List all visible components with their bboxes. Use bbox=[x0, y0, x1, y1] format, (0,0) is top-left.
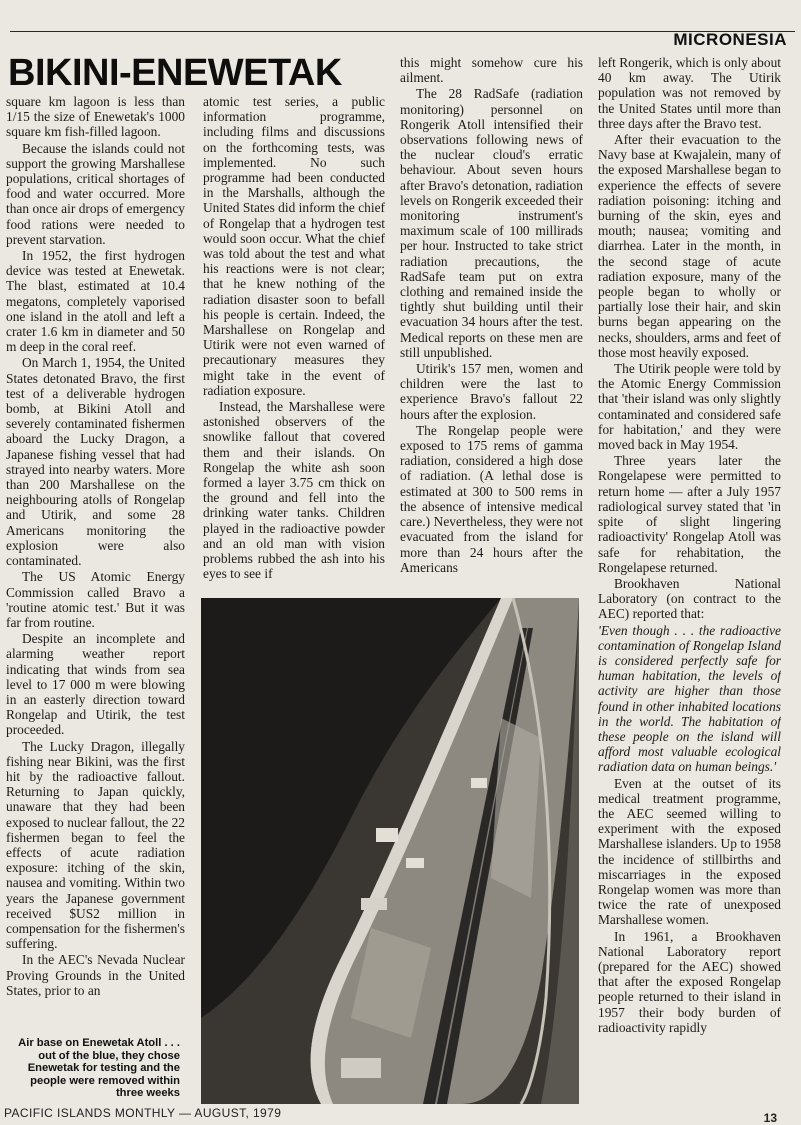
paragraph: The Rongelap people were exposed to 175 rems of gamma radiation, considered a high dose of radiation. (A lethal dose is estimated at 300 to 500 rems in the absence of intensive medical care.) Nevertheless, they were not evacuated from the island for more than 24 hours after the Americans bbox=[400, 422, 583, 575]
paragraph: square km lagoon is less than 1/15 the size of Enewetak's 1000 square km fish-filled lagoon. bbox=[6, 94, 185, 140]
paragraph: Even at the outset of its medical treatment programme, the AEC seemed willing to experiment with the exposed Marshallese islanders. Up to 1958 the incidence of stillbirths and miscarriages in the exposed Rongelap women was more than twice the rate of unexposed Marshallese women. bbox=[598, 775, 781, 928]
page-number: 13 bbox=[763, 1111, 777, 1125]
paragraph: After their evacuation to the Navy base at Kwajalein, many of the exposed Marshallese began to experience the effects of severe radiation poisoning: itching and burning of the skin, eyes and mouth; nausea; vomiting and diarrhea. Later in the month, in the second stage of acute radiation exposure, many of the people began to wholly or partially lose their hair, and skin burns began appearing on the necks, shoulders, arms and feet of those most heavily exposed. bbox=[598, 132, 781, 360]
paragraph: The US Atomic Energy Commission called Bravo a 'routine atomic test.' But it was far from routine. bbox=[6, 569, 185, 630]
paragraph: Three years later the Rongelapese were permitted to return home — after a July 1957 radiological survey stated that 'in spite of slight lingering radioactivity' Rongelap Atoll was safe for rehabitation, the Rongelapese returned. bbox=[598, 453, 781, 575]
section-label: MICRONESIA bbox=[673, 30, 787, 49]
paragraph: Despite an incomplete and alarming weather report indicating that winds from sea level to 17 000 m were blowing in an easterly direction toward Rongelap and Utirik, the test proceeded. bbox=[6, 631, 185, 738]
paragraph: On March 1, 1954, the United States detonated Bravo, the first test of a deliverable hydrogen bomb, at Bikini Atoll and severely contaminated fishermen aboard the Lucky Dragon, a Japanese fishing vessel that had strayed into nearby waters. More than 200 Marshallese on the neighbouring atolls of Rongelap and Utirik, and some 28 Americans monitoring the explosion were also contaminated. bbox=[6, 355, 185, 569]
paragraph: The Utirik people were told by the Atomic Energy Commission that 'their island was only slightly contaminated and considered safe for habitation,' and they were moved back in May 1954. bbox=[598, 361, 781, 453]
page-footer: PACIFIC ISLANDS MONTHLY — AUGUST, 1979 bbox=[4, 1106, 282, 1120]
paragraph: Brookhaven National Laboratory (on contract to the AEC) reported that: bbox=[598, 575, 781, 622]
aerial-photo-airbase-icon bbox=[201, 598, 579, 1104]
paragraph: this might somehow cure his ailment. bbox=[400, 55, 583, 86]
paragraph: In 1952, the first hydrogen device was tested at Enewetak. The blast, estimated at 10.4 megatons, completely vaporised one island in the atoll and left a crater 1.6 km in diameter and 50 m deep in the coral reef. bbox=[6, 248, 185, 355]
paragraph: Utirik's 157 men, women and children were the last to experience Bravo's fallout 22 hours after the explosion. bbox=[400, 361, 583, 422]
paragraph: left Rongerik, which is only about 40 km away. The Utirik population was not removed by the United States until more than three days after the Bravo test. bbox=[598, 55, 781, 131]
article-column-2 bbox=[203, 94, 385, 594]
photo-caption: Air base on Enewetak Atoll . . . out of the blue, they chose Enewetak for testing and the people were removed within three weeks bbox=[18, 1037, 180, 1100]
paragraph: Instead, the Marshallese were astonished observers of the snowlike fallout that covered them and their islands. On Rongelap the white ash soon formed a layer 3.75 cm thick on the ground and fell into the drinking water tanks. Children played in the radioactive powder and an old man with vision problems rubbed the ash into his eyes to see if bbox=[203, 399, 385, 582]
article-column-4 bbox=[598, 55, 781, 1117]
article-column-1 bbox=[6, 94, 185, 1029]
paragraph: Because the islands could not support the growing Marshallese populations, critical shortages of food and water occurred. More than once air drops of emergency food rations were needed to prevent starvation. bbox=[6, 140, 185, 247]
paragraph: The 28 RadSafe (radiation monitoring) personnel on Rongerik Atoll intensified their observations following news of the nuclear cloud's erratic behaviour. About seven hours after Bravo's detonation, radiation levels on Rongerik exceeded their monitoring instrument's maximum scale of 100 millirads per hour. Instructed to take strict radiation precautions, the RadSafe team put on extra clothing and remained inside the tightly shut building until their evacuation 34 hours after the test. Medical reports on these men are still unpublished. bbox=[400, 86, 583, 360]
aerial-photo-airbase bbox=[201, 598, 579, 1104]
paragraph: 'Even though . . . the radioactive contamination of Rongelap Island is considered perfectly safe for human habitation, the levels of activity are higher than those found in other inhabited locations in the world. The habitation of these people on the island will afford most valuable ecological radiation data on human beings.' bbox=[598, 622, 781, 775]
paragraph: In 1961, a Brookhaven National Laboratory report (prepared for the AEC) showed that after the exposed Rongelap people returned to their island in 1957 their body burden of radioactivity rapidly bbox=[598, 928, 781, 1035]
paragraph: The Lucky Dragon, illegally fishing near Bikini, was the first hit by the radioactive fallout. Returning to Japan quickly, unaware that they had been exposed to nuclear fallout, the 22 fishermen began to feel the effects of acute radiation exposure: itching of the skin, nausea and vomiting. Within two years the Japanese government received $US2 million in compensation for the fishermen's suffering. bbox=[6, 738, 185, 952]
article-column-3 bbox=[400, 55, 583, 593]
paragraph: atomic test series, a public information programme, including films and discussions on the forthcoming tests, was implemented. No such programme had been conducted in the Marshalls, although the United States did inform the chief of Rongelap that a hydrogen test would soon occur. What the chief was told about the test and what his reactions were is not clear; that he knew nothing of the radiation disaster soon to befall his people is certain. Indeed, the Marshallese on Rongelap and Utirik were not even warned of precautionary measures they might take in the event of radiation exposure. bbox=[203, 94, 385, 398]
article-headline: BIKINI-ENEWETAK bbox=[8, 52, 342, 94]
paragraph: In the AEC's Nevada Nuclear Proving Grounds in the United States, prior to an bbox=[6, 952, 185, 998]
